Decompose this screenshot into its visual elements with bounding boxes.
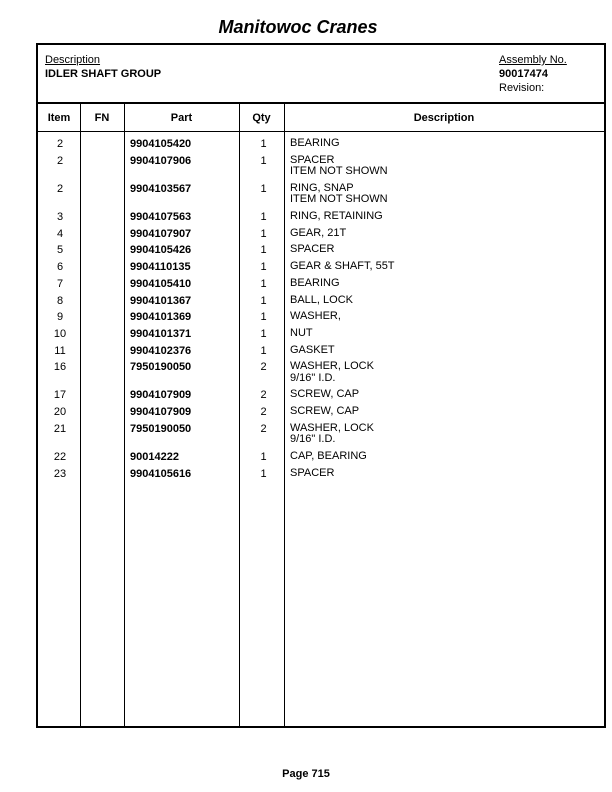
description-label: Description: [45, 54, 101, 66]
part-description: [290, 423, 600, 446]
description-line: BEARING: [290, 137, 340, 149]
table-row: [38, 389, 604, 406]
item-number: 2: [56, 154, 64, 167]
item-number: 4: [56, 227, 64, 240]
item-number: 2: [56, 138, 64, 150]
description-line: BALL, LOCK: [290, 293, 353, 306]
item-number: 2: [56, 182, 64, 195]
part-number: 9904107909: [130, 406, 192, 419]
part-description: [290, 311, 600, 323]
parts-list-frame: [36, 43, 606, 728]
part-description: [290, 406, 600, 418]
part-description: [290, 295, 600, 307]
part-number: 9904110135: [130, 261, 191, 274]
document-title: Manitowoc Cranes: [218, 17, 378, 37]
part-description: [290, 261, 600, 273]
table-row: [38, 211, 604, 228]
part-description: [290, 328, 600, 340]
quantity: 1: [260, 227, 267, 240]
description-line: SPACER: [290, 243, 335, 256]
parts-table-body: [38, 138, 604, 484]
part-description: [290, 389, 600, 401]
part-description: [290, 278, 600, 290]
part-description: [290, 155, 600, 178]
description-line: WASHER,: [290, 310, 341, 323]
item-number: 8: [56, 294, 64, 307]
quantity: 1: [260, 244, 267, 257]
description-line: ITEM NOT SHOWN: [290, 193, 388, 206]
quantity: 1: [260, 138, 267, 150]
quantity: 1: [260, 182, 267, 195]
table-row: [38, 468, 604, 485]
description-line: GEAR, 21T: [290, 226, 347, 239]
description-line: SCREW, CAP: [290, 405, 360, 418]
description-line: CAP, BEARING: [290, 450, 367, 462]
table-row: [38, 278, 604, 295]
table-row: [38, 295, 604, 312]
table-row: [38, 138, 604, 155]
table-row: [38, 345, 604, 362]
quantity: 1: [260, 277, 267, 290]
item-number: 7: [56, 277, 64, 290]
description-line: SCREW, CAP: [290, 388, 360, 401]
description-line: GEAR & SHAFT, 55T: [290, 260, 395, 273]
quantity: 1: [260, 311, 267, 324]
table-row: [38, 451, 604, 468]
quantity: 2: [260, 361, 267, 374]
description-line: WASHER, LOCK: [290, 360, 374, 373]
item-number: 21: [53, 422, 67, 435]
item-number: 20: [53, 406, 67, 419]
column-header-row: [38, 104, 604, 132]
description-line: RING, SNAP: [290, 181, 354, 194]
part-number: 9904105420: [130, 138, 192, 150]
quantity: 1: [260, 294, 267, 307]
item-number: 11: [54, 344, 66, 357]
table-row: [38, 311, 604, 328]
part-number: 9904105410: [130, 277, 192, 290]
part-number: 9904105426: [130, 244, 192, 257]
description-line: RING, RETAINING: [290, 210, 383, 223]
quantity: 1: [260, 451, 267, 463]
table-row: [38, 406, 604, 423]
table-row: [38, 155, 604, 183]
column-header-item: Item: [47, 112, 71, 124]
quantity: 2: [260, 406, 267, 419]
part-description: [290, 138, 600, 150]
column-header-qty: Qty: [252, 112, 271, 124]
table-row: [38, 261, 604, 278]
part-number: 9904107563: [130, 211, 192, 224]
page-number: Page 715: [282, 768, 330, 780]
quantity: 1: [260, 467, 267, 480]
item-number: 22: [53, 451, 67, 463]
part-number: 9904107906: [130, 154, 192, 167]
description-value: IDLER SHAFT GROUP: [45, 68, 162, 80]
column-header-part: Part: [170, 112, 193, 124]
quantity: 1: [260, 327, 267, 340]
table-row: [38, 328, 604, 345]
quantity: 1: [260, 261, 267, 274]
assembly-header: [38, 45, 604, 104]
quantity: 1: [260, 211, 267, 224]
quantity: 2: [260, 389, 267, 402]
item-number: 17: [53, 389, 67, 402]
description-line: SPACER: [290, 466, 335, 479]
table-row: [38, 228, 604, 245]
quantity: 1: [260, 344, 267, 357]
part-description: [290, 468, 600, 480]
part-number: 9904105616: [130, 467, 192, 480]
description-line: BEARING: [290, 276, 340, 289]
description-line: NUT: [290, 326, 313, 339]
part-description: [290, 451, 600, 463]
description-line: SPACER: [290, 153, 335, 166]
description-line: ITEM NOT SHOWN: [290, 165, 388, 178]
item-number: 10: [53, 327, 67, 340]
part-number: 9904102376: [130, 344, 192, 357]
item-number: 3: [56, 211, 64, 224]
part-number: 9904101367: [130, 294, 192, 307]
part-number: 9904107909: [130, 389, 192, 402]
column-header-fn: FN: [94, 112, 110, 124]
description-line: GASKET: [290, 343, 335, 356]
description-line: 9/16" I.D.: [290, 433, 336, 446]
table-row: [38, 244, 604, 261]
part-description: [290, 228, 600, 240]
assembly-label: Assembly No.: [499, 54, 567, 66]
part-number: 9904101369: [130, 311, 192, 324]
item-number: 5: [56, 244, 64, 257]
part-description: [290, 183, 600, 206]
part-description: [290, 361, 600, 384]
item-number: 9: [56, 311, 64, 324]
assembly-value: 90017474: [499, 68, 548, 80]
part-description: [290, 211, 600, 223]
part-number: 9904103567: [130, 182, 192, 195]
part-number: 7950190050: [130, 422, 192, 435]
quantity: 1: [260, 154, 267, 167]
column-header-description: Description: [413, 112, 475, 124]
description-line: 9/16" I.D.: [290, 371, 336, 384]
part-description: [290, 345, 600, 357]
item-number: 6: [56, 261, 64, 274]
quantity: 2: [260, 422, 267, 435]
description-line: WASHER, LOCK: [290, 421, 374, 434]
part-number: 9904101371: [130, 327, 192, 340]
table-row: [38, 423, 604, 451]
item-number: 16: [53, 361, 67, 374]
item-number: 23: [53, 467, 67, 480]
part-number: 90014222: [130, 451, 179, 463]
table-row: [38, 361, 604, 389]
part-description: [290, 244, 600, 256]
revision-label: Revision:: [499, 82, 545, 94]
part-number: 7950190050: [130, 361, 192, 374]
table-row: [38, 183, 604, 211]
part-number: 9904107907: [130, 227, 192, 240]
